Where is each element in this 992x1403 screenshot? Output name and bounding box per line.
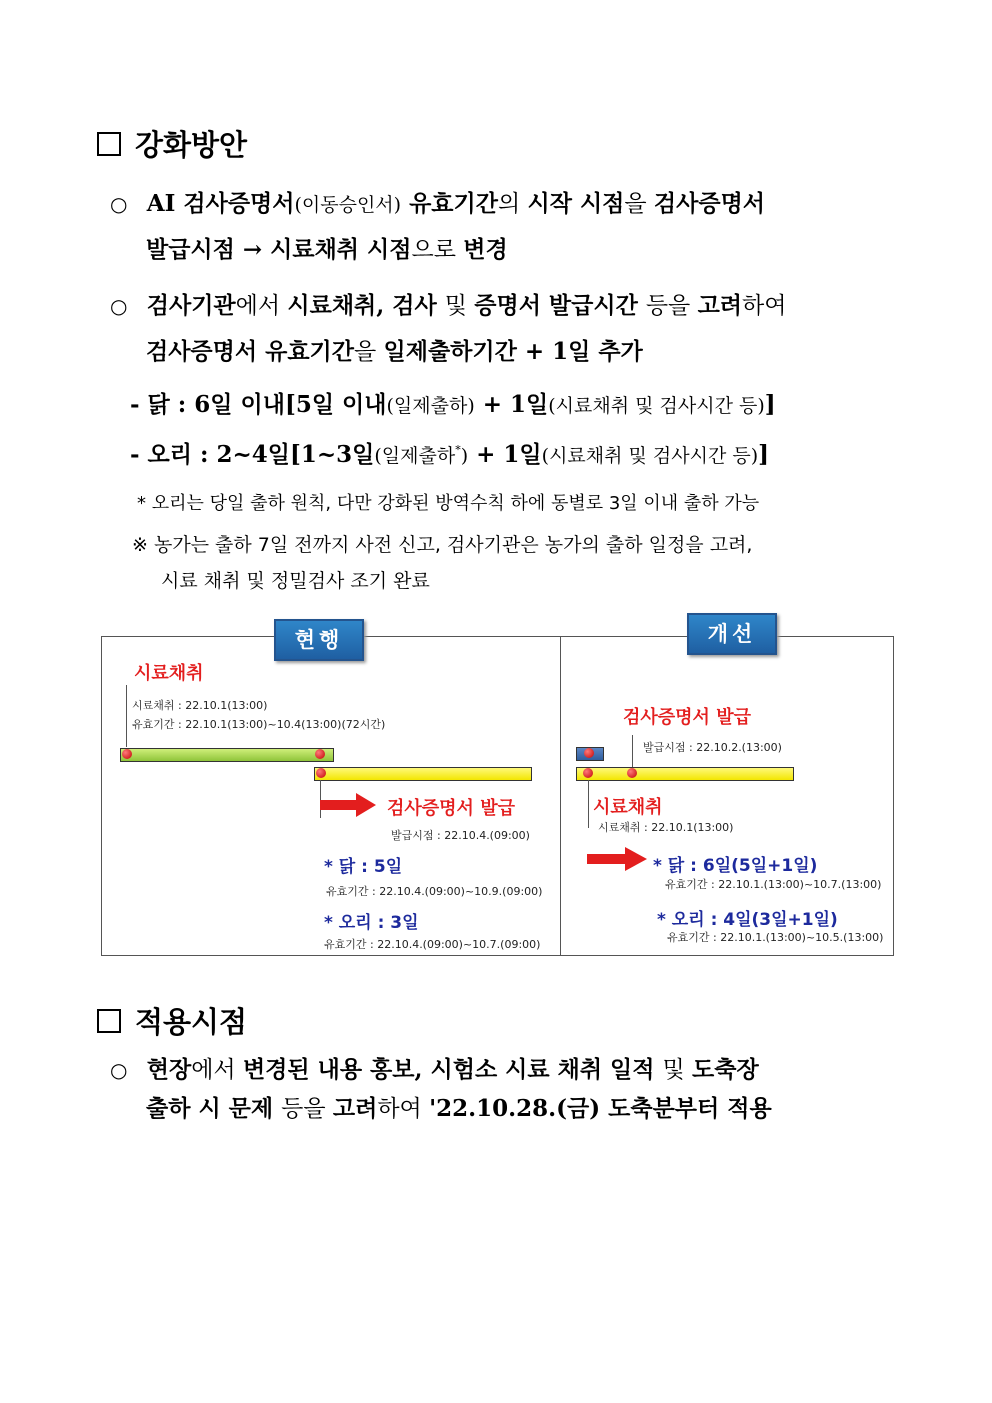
improved-sample-note: 시료채취 : 22.10.1(13:00): [598, 821, 734, 834]
section-title-apply: 적용시점: [97, 1000, 247, 1041]
current-sample-label: 시료채취: [134, 663, 204, 684]
item2-line2: 검사증명서 유효기간을 일제출하기간 + 1일 추가: [146, 338, 643, 365]
current-chicken-note: 유효기간 : 22.10.4.(09:00)~10.9.(09:00): [326, 885, 543, 898]
improved-sample-label: 시료채취: [593, 797, 663, 818]
panel-current: [102, 628, 560, 955]
checkbox-square-icon: [97, 132, 121, 156]
item2-line1: ○ 검사기관에서 시료채취, 검사 및 증명서 발급시간 등을 고려하여: [110, 292, 787, 319]
item1-line1: ○ AI 검사증명서(이동승인서) 유효기간의 시작 시점을 검사증명서: [110, 190, 766, 217]
circle-bullet-icon: ○: [110, 294, 128, 318]
improved-issue-line: [632, 735, 633, 771]
panel-improved: [561, 622, 893, 955]
improved-chicken-note: 유효기간 : 22.10.1.(13:00)~10.7.(13:00): [665, 878, 882, 891]
improved-dot-small: [584, 748, 594, 758]
tab-current: 현행: [274, 619, 364, 661]
current-duck-note: 유효기간 : 22.10.4.(09:00)~10.7.(09:00): [324, 938, 541, 951]
section-title-strengthen: 강화방안: [97, 123, 247, 164]
improved-issue-label: 검사증명서 발급: [623, 707, 751, 728]
current-sample-note2: 유효기간 : 22.10.1(13:00)~10.4(13:00)(72시간): [132, 718, 386, 731]
improved-issue-note: 발급시점 : 22.10.2.(13:00): [643, 741, 782, 754]
current-dot-mid: [315, 749, 325, 759]
improved-yellow-bar: [576, 767, 794, 781]
current-yellow-bar: [314, 767, 532, 781]
apply-line2: 출하 시 문제 등을 고려하여 '22.10.28.(금) 도축분부터 적용: [146, 1095, 772, 1122]
current-issue-label: 검사증명서 발급: [387, 798, 515, 819]
improved-duck: * 오리 : 4일(3일+1일): [657, 910, 838, 930]
note-line1: ※ 농가는 출하 7일 전까지 사전 신고, 검사기관은 농가의 출하 일정을 고려,: [132, 534, 753, 556]
current-sample-note1: 시료채취 : 22.10.1(13:00): [132, 699, 268, 712]
item1-line2: 발급시점 → 시료채취 시점으로 변경: [146, 236, 508, 263]
current-dot-start: [122, 749, 132, 759]
note-line2: 시료 채취 및 정밀검사 조기 완료: [161, 570, 430, 592]
circle-bullet-icon: ○: [110, 192, 128, 216]
tab-improved: 개선: [687, 613, 777, 655]
improved-dot-start: [583, 768, 593, 778]
improved-dot-issue: [627, 768, 637, 778]
current-dot-issue: [316, 768, 326, 778]
current-chicken: * 닭 : 5일: [324, 857, 403, 877]
red-arrow-icon: [320, 793, 376, 817]
comparison-figure: [101, 622, 894, 956]
red-arrow-icon: [587, 847, 647, 871]
improved-chicken: * 닭 : 6일(5일+1일): [653, 856, 818, 876]
current-duck: * 오리 : 3일: [324, 913, 419, 933]
footnote: * 오리는 당일 출하 원칙, 다만 강화된 방역수칙 하에 동별로 3일 이내 출하 가능: [137, 493, 760, 514]
duck-line: - 오리 : 2~4일[1~3일(일제출하*) + 1일(시료채취 및 검사시간 등)]: [130, 441, 770, 468]
current-green-bar: [120, 748, 334, 762]
apply-line1: ○ 현장에서 변경된 내용 홍보, 시험소 시료 채취 일적 및 도축장: [110, 1056, 759, 1083]
circle-bullet-icon: ○: [110, 1058, 128, 1082]
improved-duck-note: 유효기간 : 22.10.1.(13:00)~10.5.(13:00): [667, 931, 884, 944]
current-sample-line: [126, 685, 127, 747]
checkbox-square-icon: [97, 1009, 121, 1033]
current-issue-note: 발급시점 : 22.10.4.(09:00): [391, 829, 530, 842]
improved-sample-line: [588, 780, 589, 828]
chicken-line: - 닭 : 6일 이내[5일 이내(일제출하) + 1일(시료채취 및 검사시간 등)]: [130, 391, 776, 418]
